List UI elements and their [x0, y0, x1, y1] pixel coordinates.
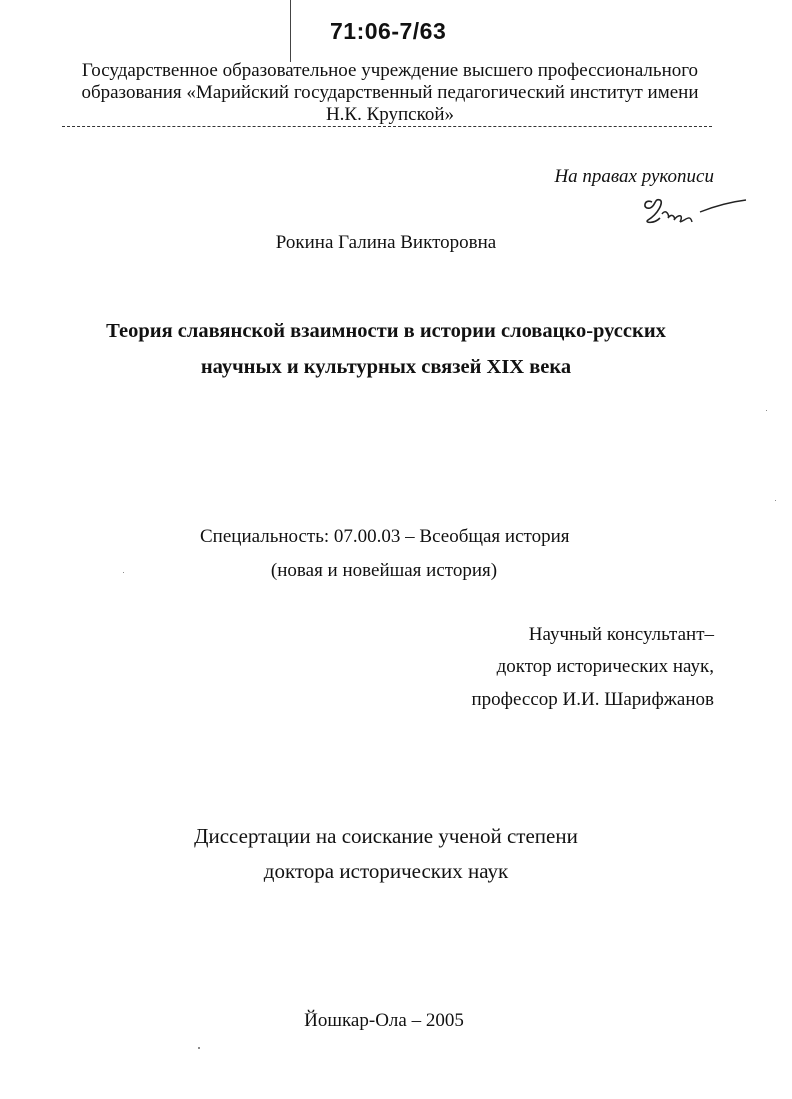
title-line-2: научных и культурных связей XIX века — [200, 356, 572, 378]
author-name: Рокина Галина Викторовна — [275, 232, 497, 253]
institution-line-3: Н.К. Крупской» — [325, 104, 455, 125]
specialty-line-2: (новая и новейшая история) — [270, 560, 498, 581]
scan-speck — [775, 500, 776, 501]
scan-speck — [198, 1047, 200, 1049]
institution-line-2: образования «Марийский государственный педагогический институт имени — [81, 82, 699, 103]
scan-vertical-mark — [290, 0, 291, 62]
specialty-line-1: Специальность: 07.00.03 – Всеобщая история — [200, 526, 570, 547]
title-line-1: Теория славянской взаимности в истории словацко-русских — [106, 320, 666, 342]
consultant-line-1: Научный консультант– — [528, 624, 714, 645]
consultant-line-3: профессор И.И. Шарифжанов — [471, 689, 714, 710]
dissertation-line-1: Диссертации на соискание ученой степени — [194, 824, 578, 848]
signature — [640, 192, 750, 232]
institution-line-1: Государственное образовательное учреждение высшего профессионального — [81, 60, 699, 81]
consultant-line-2: доктор исторических наук, — [496, 656, 714, 677]
scan-speck — [766, 410, 767, 411]
city-year: Йошкар-Ола – 2005 — [304, 1010, 464, 1031]
rights-note: На правах рукописи — [554, 166, 714, 187]
catalog-stamp: 71:06-7/63 — [330, 18, 447, 44]
scan-speck — [123, 572, 124, 573]
dashed-separator — [62, 126, 712, 127]
dissertation-line-2: доктора исторических наук — [263, 859, 509, 883]
